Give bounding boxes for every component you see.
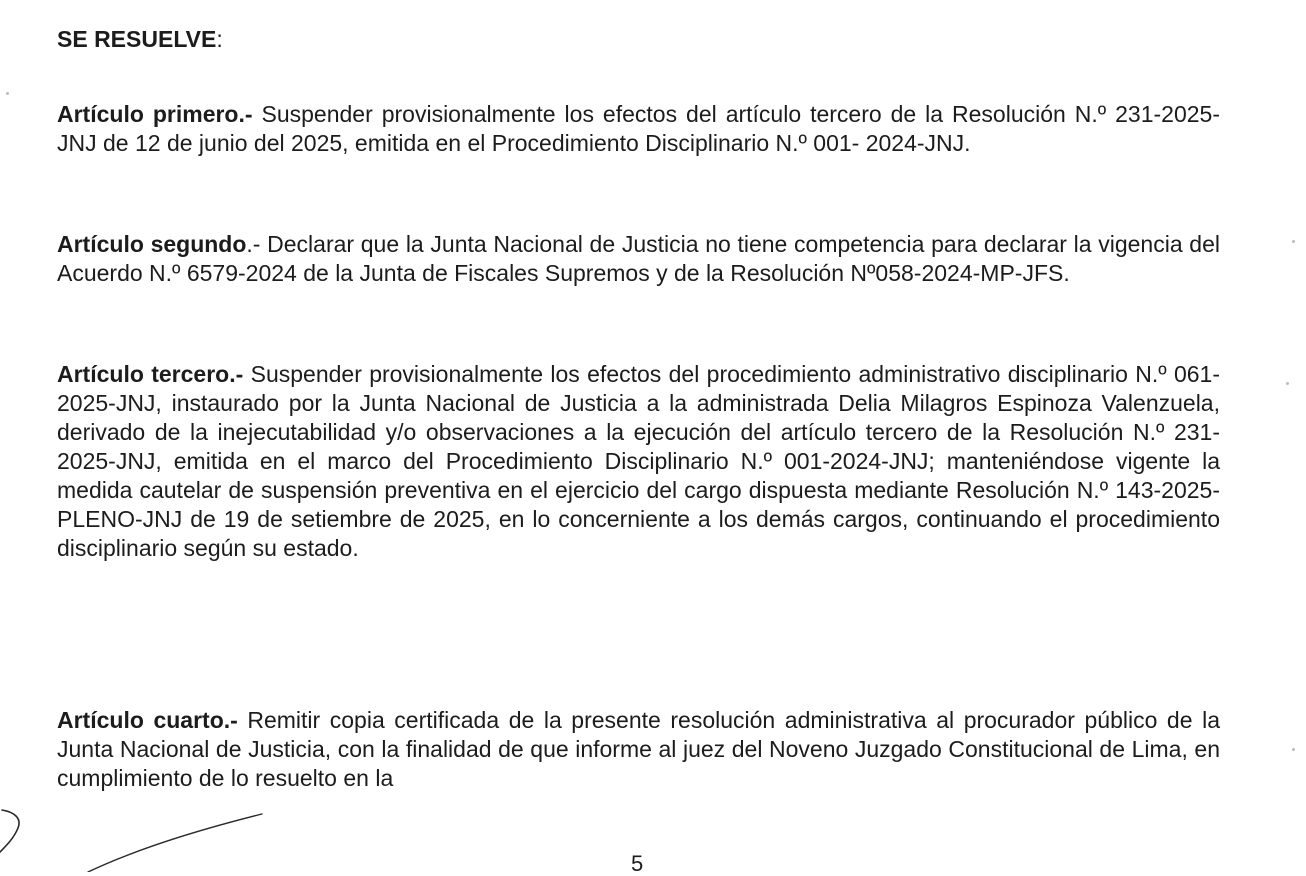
article-third-text: Suspender provisionalmente los efectos del procedimiento administrativo disciplinario N.º 061-2025-JNJ, instaurado por la Junta Nacional de Justicia a la administrada Delia Milagros Espinoza Valenzuela, derivado de la inejecutabilidad y/o observaciones a la ejecución del artículo tercero de la Resolución N.º 231-2025-JNJ, emitida en el marco del Procedimiento Disciplinario N.º 001-2024-JNJ; manteniéndose vigente la medida cautelar de suspensión preventiva en el ejercicio del cargo dispuesta mediante Resolución N.º 143-2025-PLENO-JNJ de 19 de setiembre de 2025, en lo concerniente a los demás cargos, continuando el procedimiento disciplinario según su estado. (57, 361, 1220, 561)
article-first (57, 100, 1220, 158)
article-first-text: Suspender provisionalmente los efectos del artículo tercero de la Resolución N.º 231-2025-JNJ de 12 de junio del 2025, emitida en el Procedimiento Disciplinario N.º 001- 2024-JNJ. (57, 101, 1220, 156)
article-first-label: Artículo primero.- (57, 101, 253, 127)
article-second-text: .- Declarar que la Junta Nacional de Justicia no tiene competencia para declarar la vigencia del Acuerdo N.º 6579-2024 de la Junta de Fiscales Supremos y de la Resolución Nº058-2024-MP-JFS. (57, 231, 1220, 286)
article-second (57, 230, 1220, 288)
article-fourth-text: Remitir copia certificada de la presente resolución administrativa al procurador público de la Junta Nacional de Justicia, con la finalidad de que informe al juez del Noveno Juzgado Constitucional de Lima, en cumplimiento de lo resuelto en la (57, 707, 1220, 791)
scan-speck (1292, 240, 1295, 243)
handwritten-signature (0, 800, 300, 872)
scan-speck (1292, 748, 1295, 751)
scan-speck (6, 92, 9, 95)
heading-colon: : (216, 26, 223, 52)
article-third-label: Artículo tercero.- (57, 361, 244, 387)
article-second-label: Artículo segundo (57, 231, 247, 257)
scan-speck (1286, 382, 1289, 385)
article-third (57, 360, 1220, 563)
article-fourth-label: Artículo cuarto.- (57, 707, 238, 733)
resolution-heading (57, 24, 223, 54)
article-fourth (57, 706, 1220, 793)
heading-text: SE RESUELVE (57, 26, 217, 52)
page-number: 5 (631, 851, 644, 876)
